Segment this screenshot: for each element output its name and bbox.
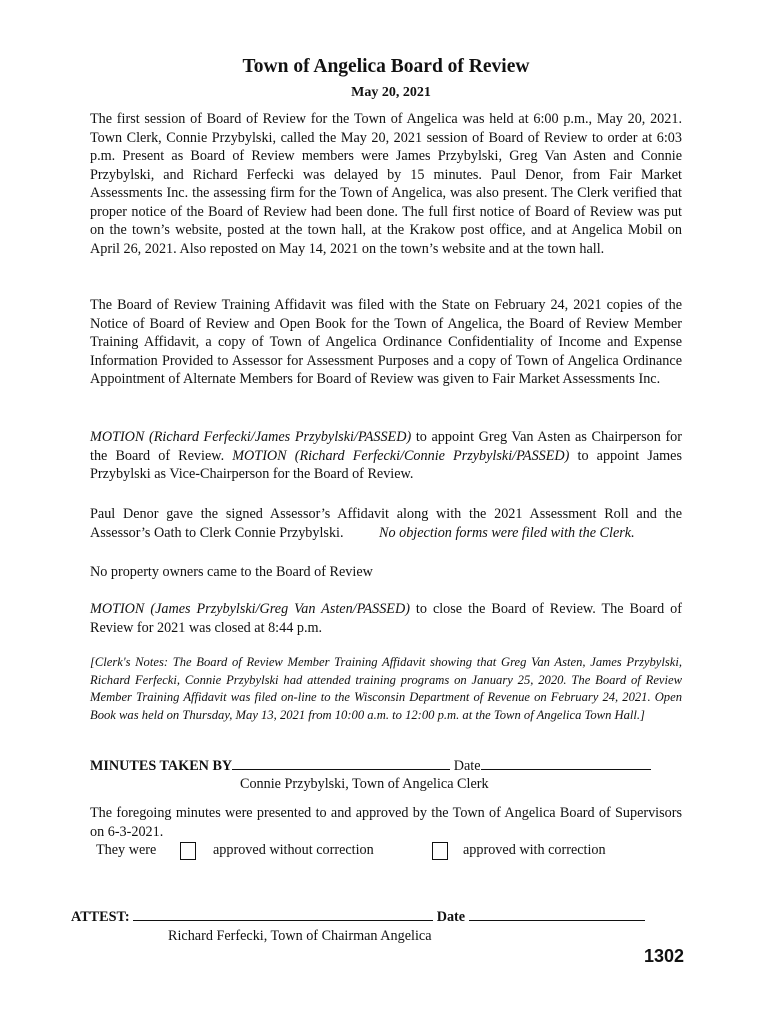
paragraph-no-owners: No property owners came to the Board of Review	[90, 564, 373, 580]
paragraph-assessor-affidavit	[90, 505, 682, 542]
approved-without-checkbox[interactable]	[180, 842, 196, 860]
motion-label: MOTION (Richard Ferfecki/James Przybylski/PASSED)	[90, 429, 412, 445]
paragraph-training-affidavit: The Board of Review Training Affidavit was filed with the State on February 24, 2021 copies of the Notice of Board of Review and Open Book for the Town of Angelica, the Board of Review Member Training Affidavit, a copy of Town of Angelica Ordinance Confidentiality of Income and Expense Information Provided to Assessor for Assessment Purposes and a copy of Town of Angelica Ordinance Appointment of Alternate Members for Board of Review was given to Fair Market Assessments Inc.	[90, 297, 682, 387]
approval-options	[90, 842, 682, 864]
document-title: Town of Angelica Board of Review	[242, 56, 530, 77]
page-number: 1302	[643, 946, 684, 966]
attest-date-label: Date	[433, 909, 469, 925]
they-were-label: They were	[96, 842, 157, 858]
attest-date-field[interactable]	[469, 908, 645, 921]
minutes-signature-line	[90, 757, 682, 775]
signature-field[interactable]	[232, 757, 450, 770]
attest-signature-field[interactable]	[133, 908, 433, 921]
attest-label: ATTEST:	[71, 909, 134, 925]
motion-text: to appoint Greg Van Asten as Chairperson for the Board of Review.	[90, 429, 682, 464]
paragraph-approval: The foregoing minutes were presented to and approved by the Town of Angelica Board of Supervisors on 6-3-2021.	[90, 805, 682, 840]
approved-with-label: approved with correction	[463, 842, 606, 858]
date-field[interactable]	[481, 757, 651, 770]
chairman-name: Richard Ferfecki, Town of Chairman Angelica	[168, 928, 432, 944]
date-label: Date	[450, 758, 481, 774]
minutes-taken-label: MINUTES TAKEN BY	[90, 758, 233, 774]
paragraph-session-opening: The first session of Board of Review for the Town of Angelica was held at 6:00 p.m., May 20, 2021. Town Clerk, Connie Przybylski, called the May 20, 2021 session of Board of Review to order at 6:03 p.m. Present as Board of Review members were James Przybylski, Greg Van Asten and Connie Przybylski, and Richard Ferfecki was delayed by 15 minutes. Paul Denor, from Fair Market Assessments Inc. the assessing firm for the Town of Angelica, was also present. The Clerk verified that proper notice of the Board of Review had been done. The full first notice of Board of Review was put on the town’s website, posted at the town hall, at the Krakow post office, and at Angelica Mobil on April 26, 2021. Also reposted on May 14, 2021 on the town’s website and at the town hall.	[90, 111, 682, 257]
approved-without-label: approved without correction	[213, 842, 374, 858]
motion-text: to appoint James Przybylski as Vice-Chairperson for the Board of Review.	[90, 447, 682, 482]
objection-note: No objection forms were filed with the Clerk.	[379, 524, 635, 541]
attest-signature-line	[71, 908, 691, 926]
clerk-notes: [Clerk's Notes: The Board of Review Member Training Affidavit showing that Greg Van Asten, James Przybylski, Richard Ferfecki, Connie Przybylski had attended training programs on January 25, 2020. The Board of Review Member Training Affidavit was filed on-line to the Wisconsin Department of Revenue on February 24, 2021. Open Book was held on Thursday, May 13, 2021 from 10:00 a.m. to 12:00 p.m. at the Town of Angelica Town Hall.]	[90, 655, 682, 722]
approved-with-checkbox[interactable]	[432, 842, 448, 860]
document-date: May 20, 2021	[351, 85, 431, 100]
paragraph-motion-close	[90, 600, 682, 637]
clerk-name: Connie Przybylski, Town of Angelica Clerk	[240, 776, 489, 792]
motion-label: MOTION (James Przybylski/Greg Van Asten/PASSED)	[90, 601, 410, 617]
paragraph-motions-appoint	[90, 428, 682, 484]
motion-text: to close the Board of Review. The Board of Review for 2021 was closed at 8:44 p.m.	[90, 601, 682, 636]
motion-label: MOTION (Richard Ferfecki/Connie Przybylski/PASSED)	[232, 447, 570, 464]
assessor-text: Paul Denor gave the signed Assessor’s Affidavit along with the 2021 Assessment Roll and the Assessor’s Oath to Clerk Connie Przybylski.	[90, 506, 682, 541]
